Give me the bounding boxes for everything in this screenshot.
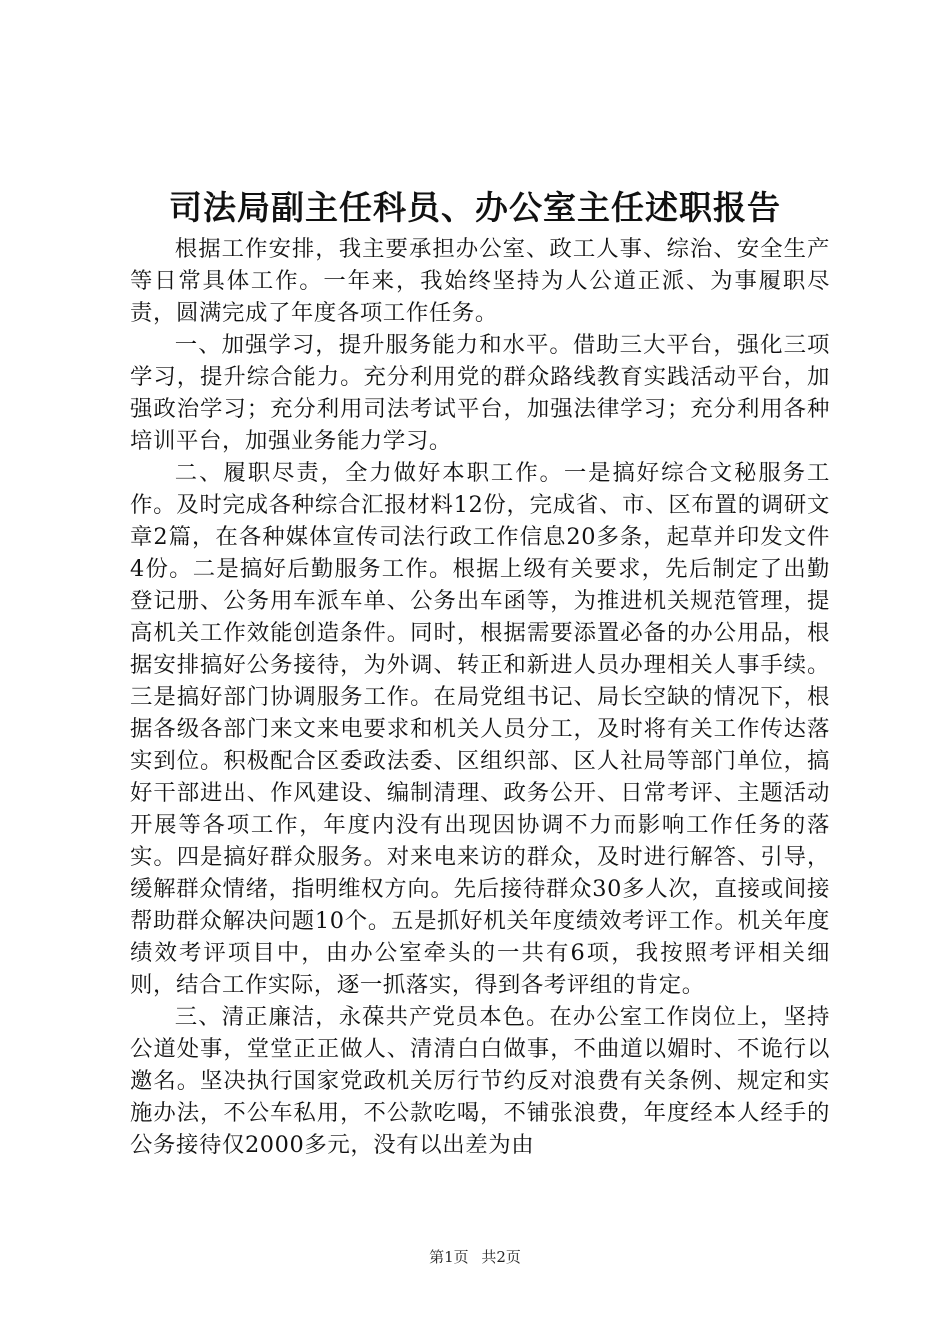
paragraph-section-3: 三、清正廉洁，永葆共产党员本色。在办公室工作岗位上，坚持公道处事，堂堂正正做人、清清白白做事，不曲道以媚时、不诡行以邀名。坚决执行国家党政机关厉行节约反对浪费有关条例、规定和实施办法，不公车私用，不公款吃喝，不铺张浪费，年度经本人经手的公务接待仅2000多元，没有以出差为由	[130, 1004, 830, 1158]
page-footer	[0, 1247, 950, 1267]
page-number: 第1页	[429, 1248, 469, 1266]
paragraph-section-2: 二、履职尽责，全力做好本职工作。一是搞好综合文秘服务工作。及时完成各种综合汇报材料12份，完成省、市、区布置的调研文章2篇，在各种媒体宣传司法行政工作信息20多条，起草并印发文件4份。二是搞好后勤服务工作。根据上级有关要求，先后制定了出勤登记册、公务用车派车单、公务出车函等，为推进机关规范管理，提高机关工作效能创造条件。同时，根据需要添置必备的办公用品，根据安排搞好公务接待，为外调、转正和新进人员办理相关人事手续。三是搞好部门协调服务工作。在局党组书记、局长空缺的情况下，根据各级各部门来文来电要求和机关人员分工，及时将有关工作传达落实到位。积极配合区委政法委、区组织部、区人社局等部门单位，搞好干部进出、作风建设、编制清理、政务公开、日常考评、主题活动开展等各项工作，年度内没有出现因协调不力而影响工作任务的落实。四是搞好群众服务。对来电来访的群众，及时进行解答、引导，缓解群众情绪，指明维权方向。先后接待群众30多人次，直接或间接帮助群众解决问题10个。五是抓好机关年度绩效考评工作。机关年度绩效考评项目中，由办公室牵头的一共有6项，我按照考评相关细则，结合工作实际，逐一抓落实，得到各考评组的肯定。	[130, 460, 830, 998]
document-title: 司法局副主任科员、办公室主任述职报告	[169, 188, 781, 227]
document-body	[130, 233, 830, 1161]
paragraph-intro: 根据工作安排，我主要承担办公室、政工人事、综治、安全生产等日常具体工作。一年来，我始终坚持为人公道正派、为事履职尽责，圆满完成了年度各项工作任务。	[130, 236, 830, 326]
paragraph-section-1: 一、加强学习，提升服务能力和水平。借助三大平台，强化三项学习，提升综合能力。充分利用党的群众路线教育实践活动平台，加强政治学习；充分利用司法考试平台，加强法律学习；充分利用各种培训平台，加强业务能力学习。	[130, 332, 830, 454]
page-total: 共2页	[481, 1248, 521, 1266]
